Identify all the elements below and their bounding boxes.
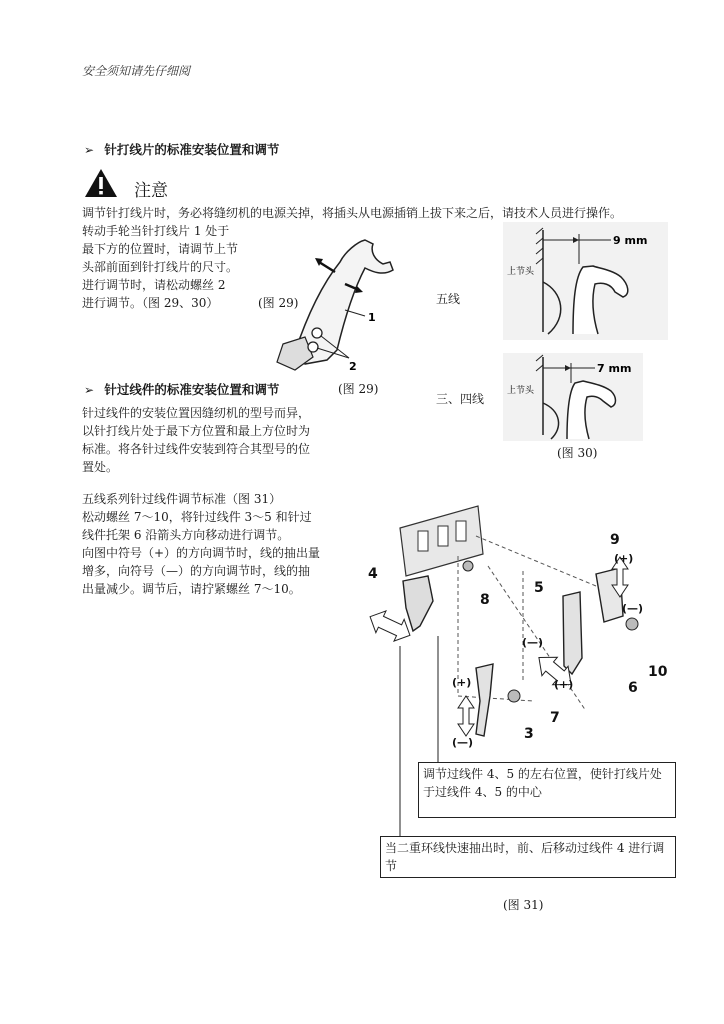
section2-title: 针过线件的标准安装位置和调节 xyxy=(104,382,280,397)
fig31-label-8: 8 xyxy=(480,592,490,608)
warning-label: 注意 xyxy=(134,181,168,201)
fig30-caption: (图 30) xyxy=(557,446,598,460)
fig31-label-9: 9 xyxy=(610,532,620,548)
fig31-label-6: 6 xyxy=(628,680,638,696)
fig31-label-3: 3 xyxy=(524,726,534,742)
notice-text: 调节针打线片时，务必将缝纫机的电源关掉，将插头从电源插销上拔下来之后，请技术人员进行操作。 xyxy=(82,206,623,220)
para-line: 增多，向符号（—）的方向调节时，线的抽 xyxy=(82,564,311,578)
fig31-sign-minus-mid: (—) xyxy=(522,636,544,649)
para-line: 线件托架 6 沿箭头方向移动进行调节。 xyxy=(82,528,290,542)
fig31-label-4: 4 xyxy=(368,566,378,582)
para-line: 头部前面到针打线片的尺寸。 xyxy=(82,260,239,274)
fig31-sign-minus-top: (—) xyxy=(622,602,644,615)
fig31-callout-front-back: 当二重环线快速抽出时，前、后移动过线件 4 进行调节 xyxy=(380,836,676,878)
fig31-sign-minus-left: (—) xyxy=(452,736,474,749)
figure-31-diagram xyxy=(358,496,676,884)
fig31-callout-center: 调节过线件 4、5 的左右位置，使针打线片处于过线件 4、5 的中心 xyxy=(418,762,676,818)
para-line: 进行调节时，请松动螺丝 2 xyxy=(82,278,226,292)
arrow-bullet-icon: ➢ xyxy=(84,143,95,157)
para-line: 松动螺丝 7～10，将针过线件 3～5 和针过 xyxy=(82,510,312,524)
figure-29-diagram xyxy=(265,232,405,377)
fig31-label-10: 10 xyxy=(648,664,668,680)
warning-triangle-icon xyxy=(84,168,118,198)
arrow-bullet-icon: ➢ xyxy=(84,383,95,397)
section1-paragraph xyxy=(82,222,282,312)
figure-30-upper-diagram xyxy=(503,222,668,340)
section1-title: 针打线片的标准安装位置和调节 xyxy=(104,142,280,157)
fig29-label-1: 1 xyxy=(368,311,376,324)
fig31-label-5: 5 xyxy=(534,580,544,596)
fig29-caption: (图 29) xyxy=(338,382,379,396)
para-line: 转动手轮当针打线片 1 处于 xyxy=(82,224,230,238)
fig30-row2-label: 三、四线 xyxy=(436,392,485,406)
fig31-sign-plus-top: (+) xyxy=(614,552,634,565)
para-line: 以针打线片处于最下方位置和最上方位时为 xyxy=(82,424,311,438)
fig30-row1-label: 五线 xyxy=(436,292,461,306)
para-line: 向图中符号（+）的方向调节时，线的抽出量 xyxy=(82,546,321,560)
para-line: 置处。 xyxy=(82,460,119,474)
para-line: 最下方的位置时，请调节上节 xyxy=(82,242,239,256)
fig31-sign-plus-mid: (+) xyxy=(554,678,574,691)
fig30-part-label-upper: 上节头 xyxy=(507,267,535,277)
fig31-caption: (图 31) xyxy=(503,898,544,912)
fig31-sign-plus-left: (+) xyxy=(452,676,472,689)
fig30-dimension-9mm: 9 mm xyxy=(613,234,648,247)
section2-paragraph1 xyxy=(82,404,342,476)
fig31-label-7: 7 xyxy=(550,710,560,726)
para-line: 标准。将各针过线件安装到符合其型号的位 xyxy=(82,442,311,456)
fig30-dimension-7mm: 7 mm xyxy=(597,362,632,375)
section2-paragraph2 xyxy=(82,490,342,598)
para-line: 针过线件的安装位置因缝纫机的型号而异， xyxy=(82,406,311,420)
section2-title-row xyxy=(84,380,279,398)
fig29-label-2: 2 xyxy=(349,360,357,373)
fig30-part-label-lower: 上节头 xyxy=(507,386,535,396)
page-header: 安全须知请先仔细阅 xyxy=(82,64,191,78)
para-line: 五线系列针过线件调节标准（图 31） xyxy=(82,492,282,506)
figure-30-lower-diagram xyxy=(503,353,643,441)
para-line: 出量减少。调节后，请拧紧螺丝 7～10。 xyxy=(82,582,301,596)
fig29-inline-caption: (图 29) xyxy=(258,296,299,310)
para-line: 进行调节。（图 29、30） xyxy=(82,296,219,310)
section1-title-row xyxy=(84,140,279,158)
